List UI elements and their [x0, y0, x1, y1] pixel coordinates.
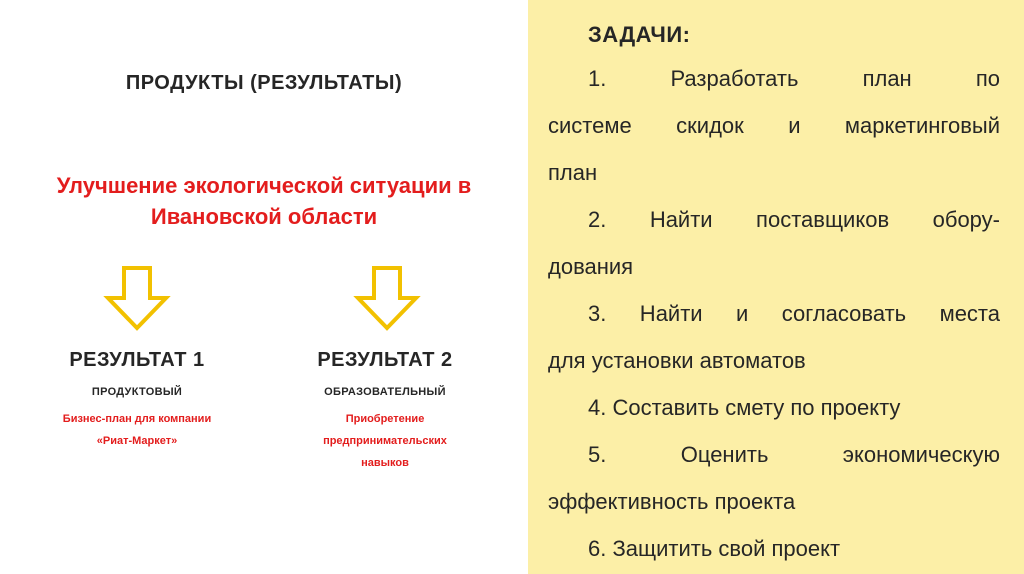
task-line: 5. Оценить экономическую [588, 442, 1000, 467]
result-2-desc-line: предпринимательских [323, 435, 447, 447]
result-1-desc-line: Бизнес-план для компании [62, 413, 212, 425]
result-1-desc-line: «Риат-Маркет» [96, 435, 178, 447]
result-2-block [265, 346, 505, 474]
task-line: 1. Разработать план по [588, 66, 1000, 91]
result-2-title: РЕЗУЛЬТАТ 2 [317, 349, 453, 371]
result-2-description [265, 408, 505, 474]
down-arrow-icon [102, 264, 172, 334]
result-1-block [17, 346, 257, 452]
result-2-desc-line: Приобретение [345, 413, 425, 425]
goal-text [20, 170, 508, 232]
result-1-type: ПРОДУКТОВЫЙ [91, 386, 183, 398]
task-line: 2. Найти поставщиков обору- [588, 207, 1000, 232]
task-line: дования [548, 254, 634, 279]
task-line: 3. Найти и согласовать места [588, 301, 1000, 326]
products-title: ПРОДУКТЫ (РЕЗУЛЬТАТЫ) [125, 72, 403, 94]
down-arrow-icon [352, 264, 422, 334]
task-line: 4. Составить смету по проекту [588, 395, 901, 420]
task-line: план [548, 160, 598, 185]
result-2-type: ОБРАЗОВАТЕЛЬНЫЙ [324, 386, 446, 398]
task-line: для установки автоматов [548, 348, 806, 373]
tasks-title: ЗАДАЧИ: [588, 22, 691, 47]
result-2-desc-line: навыков [361, 457, 409, 469]
task-line: эффективность проекта [548, 489, 796, 514]
result-1-description [17, 408, 257, 452]
task-line: системе скидок и маркетинговый [548, 113, 1000, 138]
result-1-title: РЕЗУЛЬТАТ 1 [69, 349, 205, 371]
task-line: 6. Защитить свой проект [588, 536, 841, 561]
goal-line-2: Ивановской области [150, 204, 378, 229]
goal-line-1: Улучшение экологической ситуации в [56, 173, 472, 198]
